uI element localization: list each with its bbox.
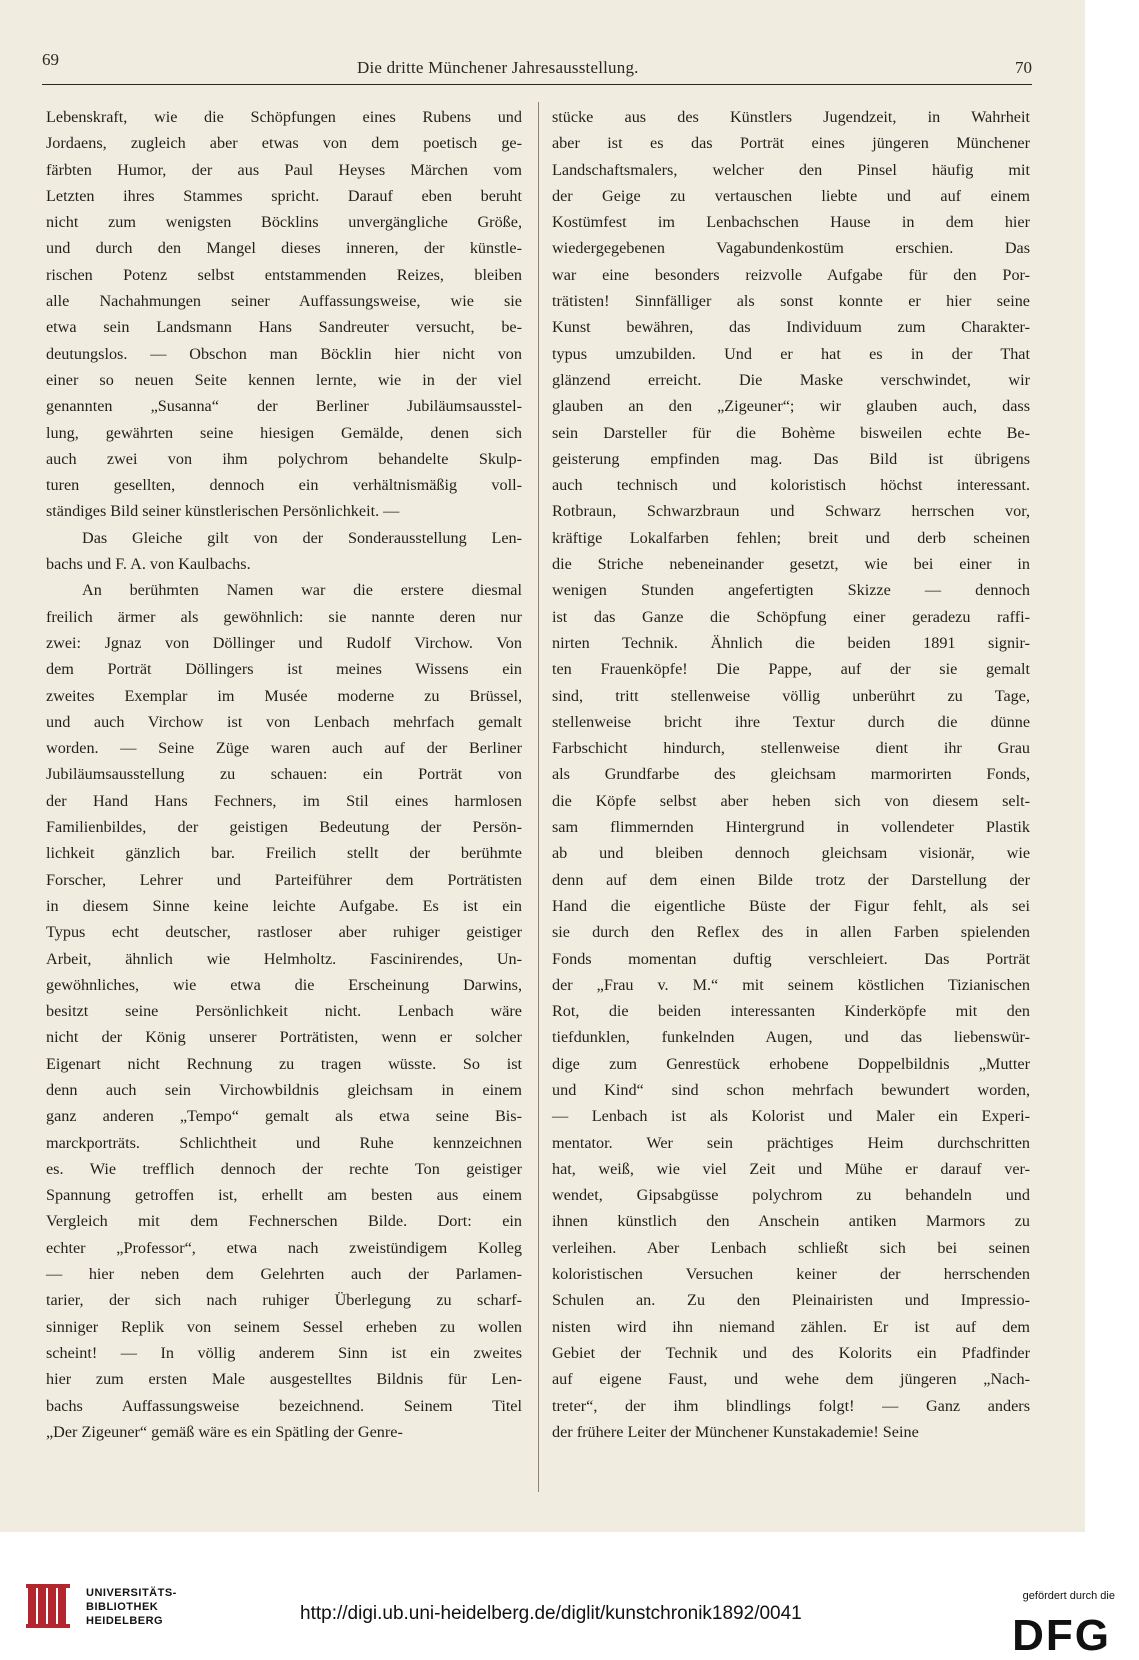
text-line: denn auf dem einen Bilde trotz der Darstellung der: [552, 870, 1030, 889]
text-line: scheint! — In völlig anderem Sinn ist ein zweites: [46, 1343, 522, 1362]
text-line: Kostümfest im Lenbachschen Hause in dem hier: [552, 213, 1030, 232]
text-line: Typus echt deutscher, rastloser aber ruhiger geistiger: [46, 923, 522, 942]
text-line: aber ist es das Porträt eines jüngeren Münchener: [552, 134, 1030, 153]
page-number-right: 70: [1015, 58, 1032, 77]
text-line: dem Porträt Döllingers ist meines Wissens ein: [46, 660, 522, 679]
university-seal-icon: [24, 1580, 76, 1632]
text-line: ständiges Bild seiner künstlerischen Persönlichkeit. —: [46, 502, 400, 521]
library-logo[interactable]: [24, 1580, 254, 1640]
column-divider: [538, 102, 539, 1492]
text-line: freilich ärmer als gewöhnlich: sie nannte deren nur: [46, 607, 522, 626]
text-line: einer so neuen Seite kennen lernte, wie in der viel: [46, 370, 522, 389]
text-line: lichkeit gänzlich bar. Freilich stellt der berühmte: [46, 844, 522, 863]
text-line: Vergleich mit dem Fechnerschen Bilde. Dort: ein: [46, 1212, 522, 1231]
text-line: echter „Professor“, etwa nach zweistündigem Kolleg: [46, 1238, 522, 1257]
text-line: zweites Exemplar im Musée moderne zu Brüssel,: [46, 686, 522, 705]
text-line: etwa sein Landsmann Hans Sandreuter versucht, be-: [46, 318, 522, 337]
text-line: Familienbildes, der geistigen Bedeutung der Persön-: [46, 818, 522, 837]
text-line: als Grundfarbe des gleichsam marmorirten Fonds,: [552, 765, 1030, 784]
text-line: ist das Ganze die Schöpfung einer geradezu raffi-: [552, 607, 1030, 626]
text-line: Jubiläumsausstellung zu schauen: ein Porträt von: [46, 765, 522, 784]
text-line: auf eigene Faust, und wehe dem jüngeren „Nach-: [552, 1370, 1030, 1389]
text-line: bachs Auffassungsweise bezeichnend. Seinem Titel: [46, 1396, 522, 1415]
text-line: koloristischen Versuchen keiner der herrschenden: [552, 1265, 1030, 1284]
text-line: hier zum ersten Male ausgestelltes Bildnis für Len-: [46, 1370, 522, 1389]
text-line: Jordaens, zugleich aber etwas von dem poetisch ge-: [46, 134, 522, 153]
text-line: sind, tritt stellenweise völlig unberührt zu Tage,: [552, 686, 1030, 705]
library-name: UNIVERSITÄTS- BIBLIOTHEK HEIDELBERG: [86, 1587, 177, 1627]
text-line: — Lenbach ist als Kolorist und Maler ein Experi-: [552, 1107, 1030, 1126]
text-line: Rotbraun, Schwarzbraun und Schwarz herrschen vor,: [552, 502, 1030, 521]
text-line: typus umzubilden. Und er hat es in der That: [552, 344, 1030, 363]
text-line: die Köpfe selbst aber heben sich von diesem selt-: [552, 791, 1030, 810]
text-line: ten Frauenköpfe! Die Pappe, auf der sie gemalt: [552, 660, 1030, 679]
text-line: Gebiet der Technik und des Kolorits ein Pfadfinder: [552, 1343, 1030, 1362]
text-line: Rot, die beiden interessanten Kinderköpfe mit den: [552, 1002, 1030, 1021]
text-line: gewöhnliches, wie etwa die Erscheinung Darwins,: [46, 975, 522, 994]
text-line: tiefdunklen, funkelnden Augen, und das liebenswür-: [552, 1028, 1030, 1047]
text-line: turen gesellten, dennoch ein verhältnismäßig voll-: [46, 476, 522, 495]
text-line: ab und bleiben dennoch gleichsam visionär, wie: [552, 844, 1030, 863]
text-line: Landschaftsmalers, welcher den Pinsel häufig mit: [552, 160, 1030, 179]
text-line: alle Nachahmungen seiner Auffassungsweise, wie sie: [46, 292, 522, 311]
text-line: stücke aus des Künstlers Jugendzeit, in Wahrheit: [552, 108, 1030, 126]
funding-note: gefördert durch die: [1022, 1590, 1115, 1602]
text-line: Forscher, Lehrer und Parteiführer dem Porträtisten: [46, 870, 522, 889]
text-line: mentator. Wer sein prächtiges Heim durchschritten: [552, 1133, 1030, 1152]
text-line: nicht der König unserer Porträtisten, wenn er solcher: [46, 1028, 522, 1047]
text-line: kräftige Lokalfarben fehlen; breit und derb scheinen: [552, 528, 1030, 547]
running-header: [42, 50, 1032, 84]
text-line: stellenweise bricht ihre Textur durch die dünne: [552, 712, 1030, 731]
text-line: der Hand Hans Fechners, im Stil eines harmlosen: [46, 791, 522, 810]
text-line: und durch den Mangel dieses inneren, der künstle-: [46, 239, 522, 258]
text-line: Letzten ihres Stammes spricht. Darauf eben beruht: [46, 186, 522, 205]
digitization-footer: [0, 1532, 1139, 1660]
text-line: ihnen künstlich den Anschein antiken Marmors zu: [552, 1212, 1030, 1231]
text-line: deutungslos. — Obschon man Böcklin hier nicht von: [46, 344, 522, 363]
text-line: Arbeit, ähnlich wie Helmholtz. Fascinirendes, Un-: [46, 949, 522, 968]
text-line: dige zum Genrestück erhobene Doppelbildnis „Mutter: [552, 1054, 1030, 1073]
running-title: Die dritte Münchener Jahresausstellung.: [357, 58, 639, 77]
text-line: Eigenart nicht Rechnung zu tragen wüsste. So ist: [46, 1054, 522, 1073]
text-line: der Geige zu vertauschen liebte und auf einem: [552, 186, 1030, 205]
text-line: Spannung getroffen ist, erhellt am besten aus einem: [46, 1186, 522, 1205]
text-line: glauben an den „Zigeuner“; wir glauben auch, dass: [552, 397, 1030, 416]
text-line: nirten Technik. Ähnlich die beiden 1891 signir-: [552, 633, 1030, 652]
permalink-url[interactable]: http://digi.ub.uni-heidelberg.de/diglit/kunstchronik1892/0041: [300, 1603, 802, 1624]
text-line: genannten „Susanna“ der Berliner Jubiläumsausstel-: [46, 397, 522, 416]
text-line: geisterung empfinden mag. Das Bild ist übrigens: [552, 449, 1030, 468]
page-number-left: 69: [42, 50, 59, 69]
text-line: sam flimmernden Hintergrund in vollendeter Plastik: [552, 818, 1030, 837]
text-line: bachs und F. A. von Kaulbachs.: [46, 555, 251, 574]
text-line: färbten Humor, der aus Paul Heyses Märchen vom: [46, 160, 522, 179]
text-line: wendet, Gipsabgüsse polychrom zu behandeln und: [552, 1186, 1030, 1205]
text-line: sinniger Replik von seinem Sessel erheben zu wollen: [46, 1317, 522, 1336]
text-line: Hand die eigentliche Büste der Figur fehlt, als sei: [552, 896, 1030, 915]
header-rule: [42, 84, 1032, 85]
text-line: Kunst bewähren, das Individuum zum Charakter-: [552, 318, 1030, 337]
text-line: nisten wird ihn niemand zählen. Er ist auf dem: [552, 1317, 1030, 1336]
text-line: Lebenskraft, wie die Schöpfungen eines Rubens und: [46, 108, 522, 126]
text-line: glänzend erreicht. Die Maske verschwindet, wir: [552, 370, 1030, 389]
dfg-logo[interactable]: DFG: [1012, 1611, 1111, 1660]
text-line: hat, weiß, wie viel Zeit und Mühe er darauf ver-: [552, 1159, 1030, 1178]
text-line: der „Frau v. M.“ mit seinem köstlichen Tizianischen: [552, 975, 1030, 994]
text-line: zwei: Jgnaz von Döllinger und Rudolf Virchow. Von: [46, 633, 522, 652]
text-line: nicht zum wenigsten Böcklins unvergängliche Größe,: [46, 213, 522, 232]
text-column-left: [46, 104, 522, 1445]
text-line: der frühere Leiter der Münchener Kunstakademie! Seine: [552, 1422, 919, 1441]
text-line: Fonds momentan duftig verschleiert. Das Porträt: [552, 949, 1030, 968]
text-line: tarier, der sich nach ruhiger Überlegung zu scharf-: [46, 1291, 522, 1310]
text-line: es. Wie trefflich dennoch der rechte Ton geistiger: [46, 1159, 522, 1178]
text-line: marckporträts. Schlichtheit und Ruhe kennzeichnen: [46, 1133, 522, 1152]
text-line: sein Darsteller für die Bohème bisweilen echte Be-: [552, 423, 1030, 442]
text-line: trätisten! Sinnfälliger als sonst konnte er hier seine: [552, 292, 1030, 311]
text-line: verleihen. Aber Lenbach schließt sich bei seinen: [552, 1238, 1030, 1257]
text-line: wiedergegebenen Vagabundenkostüm erschien. Das: [552, 239, 1030, 258]
text-column-right: [552, 104, 1030, 1445]
text-line: und Kind“ sind schon mehrfach bewundert worden,: [552, 1080, 1030, 1099]
text-line: ganz anderen „Tempo“ gemalt als etwa seine Bis-: [46, 1107, 522, 1126]
text-line: besitzt seine Persönlichkeit nicht. Lenbach wäre: [46, 1002, 522, 1021]
text-line: war eine besonders reizvolle Aufgabe für den Por-: [552, 265, 1030, 284]
text-line: — hier neben dem Gelehrten auch der Parlamen-: [46, 1265, 522, 1284]
text-line: in diesem Sinne keine leichte Aufgabe. Es ist ein: [46, 896, 522, 915]
text-line: wenigen Stunden angefertigten Skizze — dennoch: [552, 581, 1030, 600]
text-line: treter“, der ihm blindlings folgt! — Ganz anders: [552, 1396, 1030, 1415]
text-line: lung, gewährten seine hiesigen Gemälde, denen sich: [46, 423, 522, 442]
text-line: An berühmten Namen war die erstere diesmal: [82, 581, 522, 600]
text-line: worden. — Seine Züge waren auch auf der Berliner: [46, 739, 522, 758]
text-line: die Striche nebeneinander gesetzt, wie bei einer in: [552, 555, 1030, 574]
text-line: denn auch sein Virchowbildnis gleichsam in einem: [46, 1080, 522, 1099]
text-line: Farbschicht hindurch, stellenweise dient ihr Grau: [552, 739, 1030, 758]
text-line: auch zwei von ihm polychrom behandelte Skulp-: [46, 449, 522, 468]
text-line: auch technisch und koloristisch höchst interessant.: [552, 476, 1030, 495]
text-line: sie durch den Reflex des in allen Farben spielenden: [552, 923, 1030, 942]
text-line: „Der Zigeuner“ gemäß wäre es ein Spätling der Genre-: [46, 1422, 403, 1441]
text-line: Das Gleiche gilt von der Sonderausstellung Len-: [82, 528, 522, 547]
text-line: rischen Potenz selbst entstammenden Reizes, bleiben: [46, 265, 522, 284]
text-line: und auch Virchow ist von Lenbach mehrfach gemalt: [46, 712, 522, 731]
text-line: Schulen an. Zu den Pleinairisten und Impressio-: [552, 1291, 1030, 1310]
